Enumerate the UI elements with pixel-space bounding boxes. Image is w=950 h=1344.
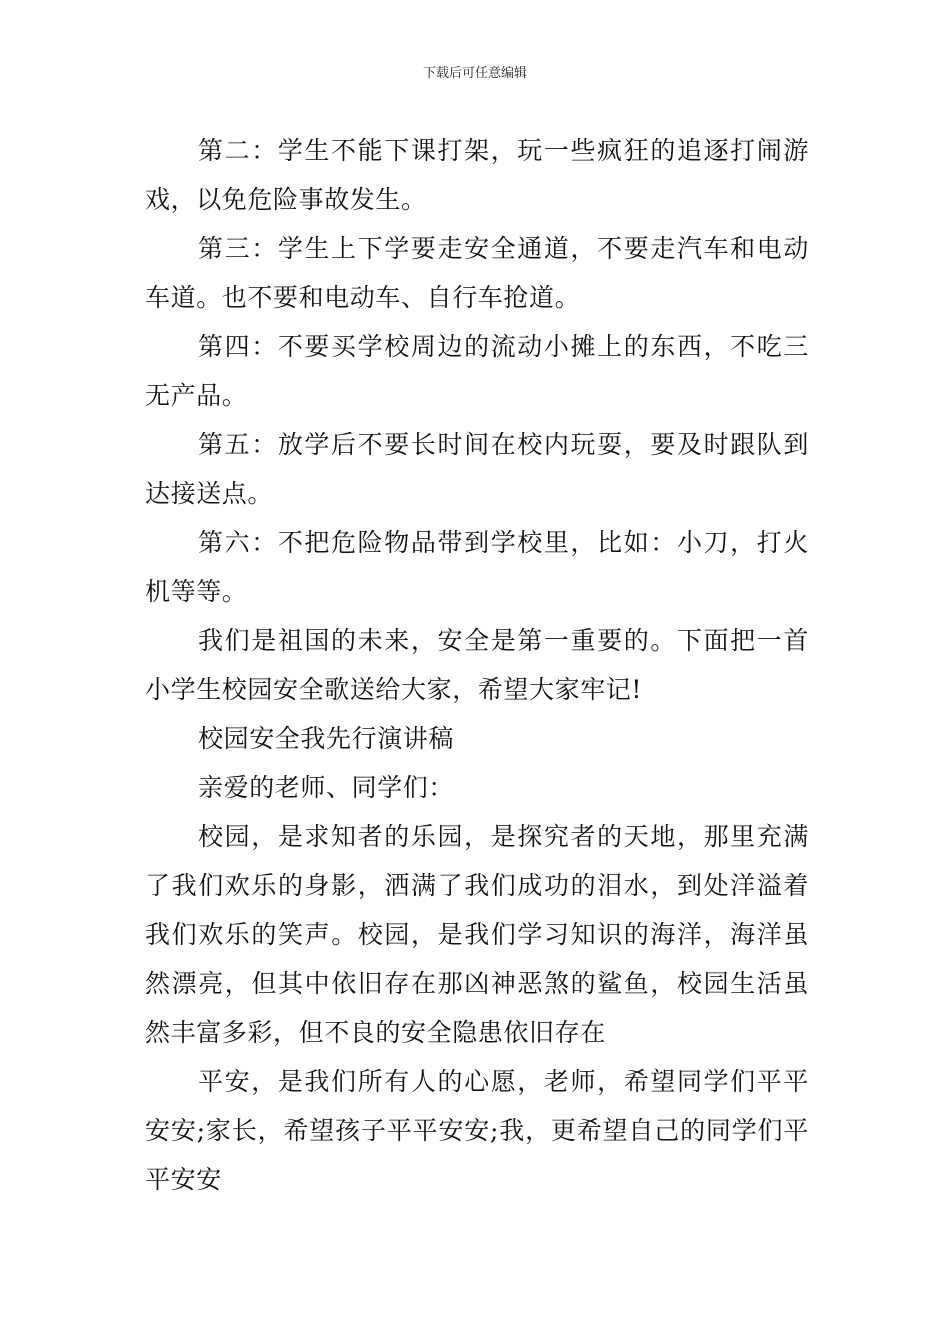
speech-title: 校园安全我先行演讲稿 (198, 724, 455, 753)
paragraph-rule-2: 第二：学生不能下课打架，玩一些疯狂的追逐打闹游戏，以免危险事故发生。 (145, 136, 809, 214)
paragraph-campus: 校园，是求知者的乐园，是探究者的天地，那里充满了我们欢乐的身影，洒满了我们成功的泪水，到处洋溢着我们欢乐的笑声。校园，是我们学习知识的海洋，海洋虽然漂亮，但其中依旧存在那凶神恶煞的鲨鱼，校园生活虽然丰富多彩，但不良的安全隐患依旧存在 (145, 822, 809, 1047)
paragraph-rule-4: 第四：不要买学校周边的流动小摊上的东西，不吃三无产品。 (145, 332, 809, 410)
paragraph-rule-6: 第六：不把危险物品带到学校里，比如：小刀，打火机等等。 (145, 528, 809, 606)
paragraph-safety-wish: 平安，是我们所有人的心愿，老师，希望同学们平平安安;家长，希望孩子平平安安;我，更希望自己的同学们平平安安 (145, 1067, 809, 1194)
paragraph-closing: 我们是祖国的未来，安全是第一重要的。下面把一首小学生校园安全歌送给大家，希望大家牢记! (145, 626, 809, 704)
speech-salutation: 亲爱的老师、同学们： (198, 773, 455, 802)
page-header-note: 下载后可任意编辑 (422, 66, 527, 81)
paragraph-rule-3: 第三：学生上下学要走安全通道，不要走汽车和电动车道。也不要和电动车、自行车抢道。 (145, 234, 809, 312)
paragraph-rule-5: 第五：放学后不要长时间在校内玩耍，要及时跟队到达接送点。 (145, 430, 809, 508)
document-body (145, 126, 809, 1204)
